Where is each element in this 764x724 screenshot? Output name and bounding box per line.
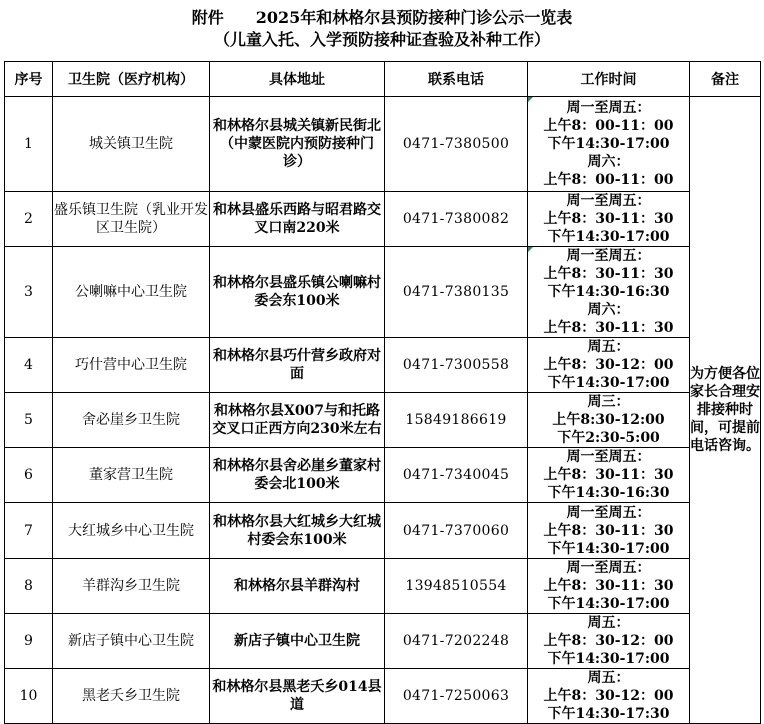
table-row (5, 503, 761, 559)
row-number: 3 (5, 247, 53, 338)
hours-line: 周一至周五： (566, 560, 651, 576)
clinic-name: 城关镇卫生院 (53, 97, 210, 192)
table-row (5, 614, 761, 669)
col-header-note: 备注 (690, 62, 761, 97)
working-hours (528, 192, 690, 247)
hours-line: 上午8：30-12：00 (543, 633, 674, 649)
hours-line: 周六： (587, 302, 630, 318)
working-hours (528, 448, 690, 503)
clinic-phone: 15849186619 (385, 393, 528, 448)
clinic-phone: 0471-7340045 (385, 448, 528, 503)
working-hours (528, 97, 690, 192)
clinic-name: 盛乐镇卫生院（乳业开发区卫生院） (53, 192, 210, 247)
hours-line: 周三： (587, 394, 630, 410)
row-number: 5 (5, 393, 53, 448)
working-hours (528, 669, 690, 724)
table-row (5, 97, 761, 192)
hours-line: 上午8：30-12：00 (543, 357, 674, 373)
table-row (5, 192, 761, 247)
col-header-no: 序号 (5, 62, 53, 97)
table-row (5, 338, 761, 393)
hours-line: 上午8：30-11：30 (543, 266, 674, 282)
hours-line: 上午8：30-11：30 (543, 320, 674, 336)
col-header-hours: 工作时间 (528, 62, 690, 97)
working-hours (528, 503, 690, 559)
clinic-address: 和林格尔县黑老夭乡014县道 (210, 669, 385, 724)
hours-line: 上午8：30-11：30 (543, 578, 674, 594)
hours-line: 周一至周五： (566, 504, 651, 521)
hours-line: 上午8：30-11：30 (543, 467, 674, 483)
hours-line: 上午8:30-12:00 (552, 412, 665, 428)
clinic-name: 舍必崖乡卫生院 (53, 393, 210, 448)
clinic-address: 和林格尔县X007与和托路交叉口正西方向230米左右 (210, 393, 385, 448)
clinic-address: 和林县盛乐西路与昭君路交叉口南220米 (210, 192, 385, 247)
hours-line: 上午8：30-11：30 (543, 522, 674, 539)
clinic-name: 新店子镇中心卫生院 (53, 614, 210, 669)
hours-line: 周六： (587, 154, 630, 170)
clinic-name: 巧什营中心卫生院 (53, 338, 210, 393)
clinic-address: 新店子镇中心卫生院 (210, 614, 385, 669)
hours-line: 上午8：30-12：00 (543, 688, 674, 704)
hours-line: 下午14:30-17:00 (547, 375, 670, 391)
hours-line: 下午2:30-5:00 (557, 430, 660, 446)
clinic-name: 黑老夭乡卫生院 (53, 669, 210, 724)
clinic-address: 和林格尔县盛乐镇公喇嘛村委会东100米 (210, 247, 385, 338)
header-row (5, 62, 761, 97)
clinic-phone: 0471-7250063 (385, 669, 528, 724)
hours-line: 上午8：30-11：30 (543, 211, 674, 227)
working-hours (528, 338, 690, 393)
row-number: 4 (5, 338, 53, 393)
document-title (0, 8, 764, 28)
hours-line: 下午14:30-16:30 (547, 284, 670, 300)
clinic-name: 董家营卫生院 (53, 448, 210, 503)
row-number: 7 (5, 503, 53, 559)
clinic-address: 和林格尔县羊群沟村 (210, 559, 385, 614)
hours-line: 下午14:30-17:30 (547, 706, 670, 722)
col-header-clinic: 卫生院（医疗机构） (53, 62, 210, 97)
clinic-address: 和林格尔县舍必崖乡董家村委会北100米 (210, 448, 385, 503)
clinic-address: 和林格尔县大红城乡大红城村委会东100米 (210, 503, 385, 559)
hours-line: 周五： (587, 670, 630, 686)
col-header-phone: 联系电话 (385, 62, 528, 97)
hours-line: 周一至周五： (566, 100, 651, 116)
hours-line: 周五： (587, 339, 630, 355)
clinic-phone: 0471-7380135 (385, 247, 528, 338)
table-row (5, 448, 761, 503)
attachment-label: 附件 (191, 8, 224, 27)
hours-line: 周一至周五： (566, 248, 651, 264)
clinic-phone: 0471-7202248 (385, 614, 528, 669)
col-header-address: 具体地址 (210, 62, 385, 97)
hours-line: 上午8：00-11：00 (543, 118, 674, 134)
clinic-phone: 0471-7300558 (385, 338, 528, 393)
clinic-phone: 0471-7370060 (385, 503, 528, 559)
hours-line: 下午14:30-17:00 (547, 540, 670, 557)
clinic-name: 公喇嘛中心卫生院 (53, 247, 210, 338)
clinic-address: 和林格尔县巧什营乡政府对面 (210, 338, 385, 393)
working-hours (528, 559, 690, 614)
table-row (5, 393, 761, 448)
clinic-phone: 0471-7380500 (385, 97, 528, 192)
document-subtitle: （儿童入托、入学预防接种证查验及补种工作） (213, 30, 550, 49)
table-row (5, 247, 761, 338)
hours-line: 下午14:30-17:00 (547, 596, 670, 612)
clinic-name: 羊群沟乡卫生院 (53, 559, 210, 614)
row-number: 9 (5, 614, 53, 669)
row-number: 1 (5, 97, 53, 192)
clinic-phone: 0471-7380082 (385, 192, 528, 247)
clinic-phone: 13948510554 (385, 559, 528, 614)
hours-line: 下午14:30-17:00 (547, 136, 670, 152)
hours-line: 下午14:30-16:30 (547, 485, 670, 501)
table-row (5, 559, 761, 614)
working-hours (528, 247, 690, 338)
row-number: 10 (5, 669, 53, 724)
clinic-address: 和林格尔县城关镇新民街北（中蒙医院内预防接种门诊） (210, 97, 385, 192)
hours-line: 上午8：00-11：00 (543, 172, 674, 188)
working-hours (528, 393, 690, 448)
hours-line: 周一至周五： (566, 449, 651, 465)
hours-line: 下午14:30-17:00 (547, 651, 670, 667)
working-hours (528, 614, 690, 669)
remarks-note: 为方便各位家长合理安排接种时间，可提前电话咨询。 (690, 97, 761, 724)
row-number: 2 (5, 192, 53, 247)
table-row (5, 669, 761, 724)
hours-line: 周一至周五： (566, 193, 651, 209)
title-text: 2025年和林格尔县预防接种门诊公示一览表 (255, 8, 573, 27)
vaccination-clinic-table (4, 61, 761, 724)
row-number: 6 (5, 448, 53, 503)
row-number: 8 (5, 559, 53, 614)
clinic-name: 大红城乡中心卫生院 (53, 503, 210, 559)
hours-line: 下午14:30-17:00 (547, 229, 670, 245)
hours-line: 周五： (587, 615, 630, 631)
